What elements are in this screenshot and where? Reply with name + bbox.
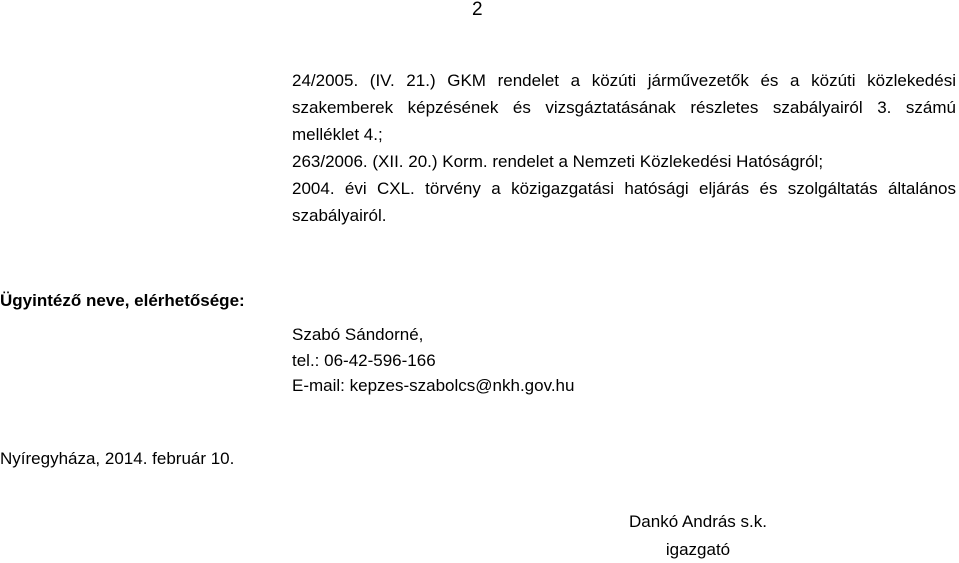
signatory-name: Dankó András s.k. <box>629 512 767 531</box>
contact-phone: tel.: 06-42-596-166 <box>292 350 436 370</box>
legal-reference-law: 2004. évi CXL. törvény a közigazgatási hatósági eljárás és szolgáltatás általános szabályairól. <box>292 179 956 225</box>
legal-reference-korm: 263/2006. (XII. 20.) Korm. rendelet a Nemzeti Közlekedési Hatóságról; <box>292 152 824 171</box>
contact-heading: Ügyintéző neve, elérhetősége: <box>0 291 245 310</box>
place-and-date: Nyíregyháza, 2014. február 10. <box>0 449 235 468</box>
contact-email: E-mail: kepzes-szabolcs@nkh.gov.hu <box>292 376 575 395</box>
signatory-title: igazgató <box>665 540 731 559</box>
legal-references <box>292 67 956 229</box>
legal-reference-gkm: 24/2005. (IV. 21.) GKM rendelet a közúti járművezetők és a közúti közlekedési szakemberek képzésének és vizsgáztatásának részletes szabályairól 3. számú melléklet 4.; <box>292 71 956 144</box>
signature-block <box>596 508 800 563</box>
contact-details <box>292 322 574 399</box>
contact-name: Szabó Sándorné, <box>292 325 424 344</box>
page-number: 2 <box>472 0 483 20</box>
